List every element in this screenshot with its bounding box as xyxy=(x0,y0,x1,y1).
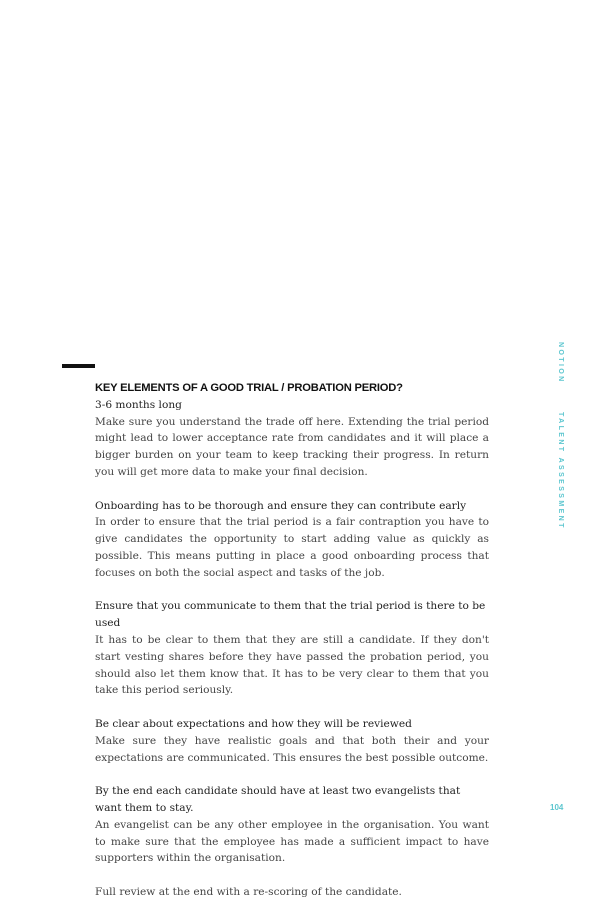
section-body: An evangelist can be any other employee in the organisation. You want to make sure that the employee has made a sufficient impact to have supporters within the organisation. xyxy=(95,818,489,865)
section-title: By the end each candidate should have at least two evangelists that want them to stay. xyxy=(95,785,461,814)
sidebar-chapter-label: TALENT ASSESSMENT xyxy=(557,412,564,530)
section-block xyxy=(95,598,489,699)
section-block xyxy=(95,783,489,867)
section-title: Be clear about expectations and how they will be reviewed xyxy=(95,717,412,730)
section-body: Make sure they have realistic goals and that both their and your expectations are communicated. This ensures the best possible outcome. xyxy=(95,734,489,764)
page-number: 104 xyxy=(550,803,564,812)
section-block xyxy=(95,716,489,766)
section-body: Make sure you understand the trade off here. Extending the trial period might lead to lower acceptance rate from candidates and it will place a bigger burden on your team to keep tracking their progress. In return you will get more data to make your final decision. xyxy=(95,415,489,478)
section-heading: KEY ELEMENTS OF A GOOD TRIAL / PROBATION PERIOD? xyxy=(95,382,403,394)
sidebar-section-label: NOTION xyxy=(557,342,564,384)
section-block xyxy=(95,397,489,481)
closing-text: Full review at the end with a re-scoring of the candidate. xyxy=(95,885,402,898)
page-content xyxy=(95,380,489,918)
section-divider-dash xyxy=(62,364,95,368)
section-body: It has to be clear to them that they are still a candidate. If they don't start vesting shares before they have passed the probation period, you should also let them know that. It has to be very clear to them that you take this period seriously. xyxy=(95,633,489,697)
section-title: Ensure that you communicate to them that the trial period is there to be used xyxy=(95,600,486,630)
section-title: Onboarding has to be thorough and ensure they can contribute early xyxy=(95,499,467,512)
section-title: 3-6 months long xyxy=(95,398,182,411)
section-block xyxy=(95,498,489,582)
section-body: In order to ensure that the trial period is a fair contraption you have to give candidates the opportunity to start adding value as quickly as possible. This means putting in place a good onboarding process that focuses on both the social aspect and tasks of the job. xyxy=(95,516,489,579)
